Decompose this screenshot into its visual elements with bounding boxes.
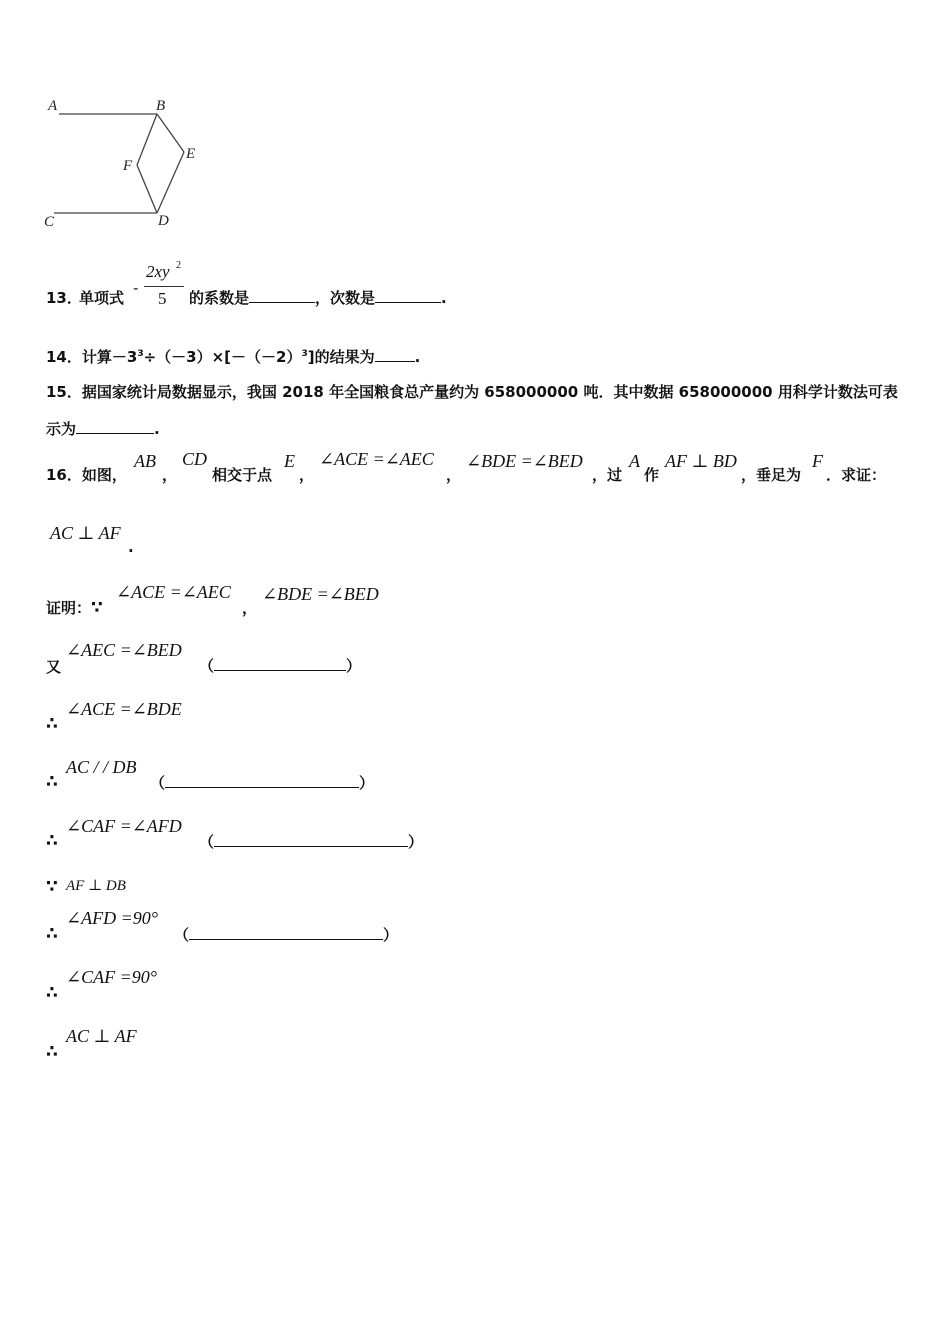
segment-fd [137, 165, 157, 213]
therefore-symbol: ∴ [46, 924, 58, 944]
reason-blank-5[interactable] [214, 832, 408, 847]
reason-blank-4[interactable] [165, 773, 359, 788]
q13-minus: - [133, 279, 139, 297]
reason-blank-7[interactable] [189, 925, 383, 940]
q16-t1: 相交于点 [212, 466, 273, 484]
q16-sep1: ， [162, 466, 178, 484]
answer-blank-degree[interactable] [375, 288, 441, 303]
therefore-symbol: ∴ [46, 831, 58, 851]
q16-t3: 作 [644, 466, 660, 484]
q15-line1: 15．据国家统计局数据显示，我国 2018 年全国粮食总产量约为 658000000 吨．其中数据 658000000 用科学计数法可表 [46, 383, 898, 401]
q16-number: 16．如图， [46, 466, 127, 484]
q16-perp: AF ⊥ BD [665, 451, 737, 471]
proof-label: 证明：∵ [46, 598, 103, 618]
answer-blank-coefficient[interactable] [249, 288, 315, 303]
q16-a: A [629, 451, 640, 471]
question-14: 14．计算$-3^3\div(-3)\times[-(-2)^3]$的结果为 . [46, 348, 421, 366]
because-symbol: ∵ [46, 877, 58, 897]
q16-t4: ，垂足为 [741, 466, 802, 484]
proof-step5: ∠CAF =∠AFD [66, 816, 182, 836]
answer-blank-result[interactable] [375, 347, 415, 362]
segment-be [157, 114, 184, 152]
label-f: F [123, 158, 133, 174]
therefore-symbol: ∴ [46, 714, 58, 734]
proof-step7: ∠AFD =90° [66, 908, 158, 928]
therefore-symbol: ∴ [46, 1042, 58, 1062]
proof-step6: AF ⊥ DB [66, 878, 126, 894]
fraction-numerator: 2xy [146, 262, 170, 281]
q16-t5: ．求证： [826, 466, 887, 484]
proof-step1-a: ∠ACE =∠AEC [116, 582, 231, 602]
therefore-symbol: ∴ [46, 772, 58, 792]
segment-bf [137, 114, 157, 165]
q16-goal-end: . [128, 538, 134, 556]
q16-goal: AC ⊥ AF [50, 523, 121, 543]
q16-cd: CD [182, 449, 208, 469]
segment-ed [157, 152, 184, 213]
q16-eq2: ∠BDE =∠BED [466, 451, 583, 471]
q16-sep2: ， [299, 466, 315, 484]
reason-blank-2[interactable] [214, 656, 346, 671]
q16-t2: ，过 [592, 466, 623, 484]
proof-reason-5: （ ） [199, 833, 424, 851]
because-symbol: ∵ [91, 598, 103, 618]
q16-ab: AB [134, 451, 156, 471]
proof-step1-b: ∠BDE =∠BED [262, 584, 379, 604]
label-c: C [44, 214, 55, 230]
q13-number: 13． [46, 289, 82, 307]
proof-step2: ∠AEC =∠BED [66, 640, 182, 660]
proof-reason-4: （ ） [150, 774, 375, 792]
proof-step8: ∠CAF =90° [66, 967, 157, 987]
label-b: B [156, 98, 166, 114]
proof-step1-sep: ， [242, 599, 258, 617]
q16-eq1: ∠ACE =∠AEC [319, 449, 434, 469]
q13-prefix: 单项式 [79, 289, 125, 307]
q16-f: F [812, 451, 823, 471]
answer-blank-scientific[interactable] [76, 419, 154, 434]
proof-step4: AC / / DB [66, 757, 137, 777]
proof-reason-7: （ ） [174, 926, 399, 944]
geometry-figure [40, 92, 210, 237]
label-e: E [186, 146, 196, 162]
label-a: A [48, 98, 58, 114]
label-d: D [158, 213, 169, 229]
proof-reason-2: （ ） [199, 657, 362, 675]
fraction-exponent: 2 [176, 260, 181, 271]
proof-step9: AC ⊥ AF [66, 1026, 137, 1046]
therefore-symbol: ∴ [46, 983, 58, 1003]
q16-sep3: ， [446, 466, 462, 484]
q13-fraction [144, 262, 184, 310]
proof-step3: ∠ACE =∠BDE [66, 699, 182, 719]
fraction-denominator: 5 [158, 289, 167, 308]
proof-again: 又 [46, 658, 62, 676]
q16-e: E [284, 451, 295, 471]
q13-middle: 的系数是 ，次数是 . [189, 289, 447, 307]
q15-line2: 示为 . [46, 420, 160, 438]
